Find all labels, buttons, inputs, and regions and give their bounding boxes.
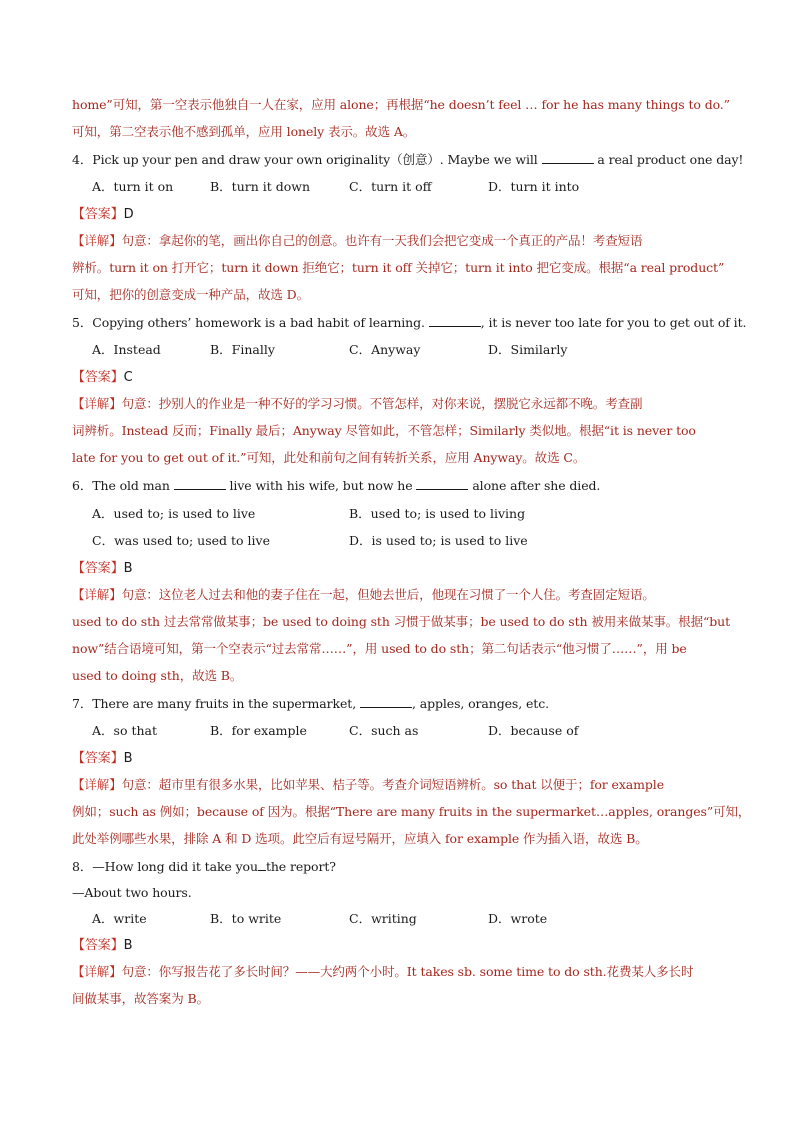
question-8-blank (258, 858, 266, 871)
question-7-option-a: A．so that (92, 723, 157, 738)
question-5-answer (72, 368, 133, 387)
question-7-detail-line-1 (72, 776, 664, 794)
question-7-stem-part-b: , apples, oranges, etc. (411, 696, 549, 711)
question-5-detail-line-2: 词辨析。Instead 反而；Finally 最后；Anyway 尽管如此，不管怎样；Similarly 类似地。根据“it is never too (72, 423, 696, 438)
question-6-stem-part-a: 6．The old man (72, 478, 170, 493)
question-6-blank-2 (416, 477, 468, 490)
question-7-stem (72, 695, 549, 713)
answer-tag: 【答案】 (72, 938, 124, 953)
question-4-stem (72, 151, 743, 169)
question-6-blank-1 (174, 477, 226, 490)
question-5-option-d: D．Similarly (488, 342, 568, 357)
question-6-stem (72, 477, 600, 495)
question-4-answer (72, 205, 134, 224)
question-6-detail-line-2: used to do sth 过去常常做某事；be used to doing sth 习惯于做某事；be used to do sth 被用来做某事。根据“but (72, 614, 731, 629)
question-7-option-d: D．because of (488, 723, 579, 738)
question-8-detail-line-1 (72, 963, 693, 981)
question-4-option-b: B．turn it down (210, 179, 311, 194)
question-4-detail-line-1 (72, 232, 642, 250)
question-5-stem-part-b: , it is never too late for you to get out of it. (480, 315, 747, 330)
detail-tag: 【详解】 (72, 777, 122, 792)
question-5-option-b: B．Finally (210, 342, 275, 357)
answer-tag: 【答案】 (72, 751, 124, 766)
question-8-stem-line-2: —About two hours. (72, 885, 192, 900)
answer-value: B (123, 561, 133, 576)
question-6-option-a: A．used to; is used to live (92, 506, 256, 521)
question-4-stem-part-a: 4．Pick up your pen and draw your own originality（创意）. Maybe we will (72, 152, 538, 167)
question-7-stem-part-a: 7．There are many fruits in the supermarket, (72, 696, 357, 711)
question-6-option-d: D．is used to; is used to live (349, 533, 528, 548)
question-8-stem (72, 858, 336, 876)
question-8-option-d: D．wrote (488, 911, 548, 926)
detail-tag: 【详解】 (72, 587, 122, 602)
question-5-detail-line-3: late for you to get out of it.”可知，此处和前句之间有转折关系，应用 Anyway。故选 C。 (72, 450, 586, 465)
question-7-detail-line-3: 此处举例哪些水果，排除 A 和 D 选项。此空后有逗号隔开，应填入 for example 作为插入语，故选 B。 (72, 831, 648, 846)
question-7-option-c: C．such as (349, 723, 419, 738)
question-6-stem-part-c: alone after she died. (472, 478, 601, 493)
question-8-option-c: C．writing (349, 911, 417, 926)
answer-value: C (123, 370, 133, 385)
question-5-stem-part-a: 5．Copying others’ homework is a bad habit of learning. (72, 315, 425, 330)
detail-text: 句意：超市里有很多水果，比如苹果、桔子等。考查介词短语辨析。so that 以便于；for example (121, 777, 664, 792)
detail-tag: 【详解】 (72, 964, 122, 979)
question-6-option-c: C．was used to; used to live (92, 533, 270, 548)
question-6-detail-line-4: used to doing sth，故选 B。 (72, 668, 243, 683)
question-4-option-d: D．turn it into (488, 179, 580, 194)
question-7-option-b: B．for example (210, 723, 307, 738)
answer-value: B (123, 751, 133, 766)
question-7-answer (72, 749, 132, 768)
detail-text: 句意：抄别人的作业是一种不好的学习习惯。不管怎样，对你来说，摆脱它永远都不晚。考查副 (121, 396, 643, 411)
question-6-detail-line-1 (72, 586, 655, 604)
question-7-blank (360, 695, 412, 708)
intro-line-2: 可知，第二空表示他不感到孤单，应用 lonely 表示。故选 A。 (72, 124, 416, 139)
question-5-stem (72, 314, 746, 332)
answer-value: D (123, 207, 134, 222)
question-5-option-c: C．Anyway (349, 342, 421, 357)
question-5-blank (429, 314, 481, 327)
detail-text: 句意：这位老人过去和他的妻子住在一起，但她去世后，他现在习惯了一个人住。考查固定短语。 (121, 587, 655, 602)
intro-line-1: home”可知，第一空表示他独自一人在家，应用 alone；再根据“he doesn’t feel … for he has many things to do.” (72, 97, 730, 112)
question-4-detail-line-2: 辨析。turn it on 打开它；turn it down 拒绝它；turn it off 关掉它；turn it into 把它变成。根据“a real product” (72, 260, 725, 275)
question-8-answer (72, 936, 132, 955)
answer-tag: 【答案】 (72, 370, 124, 385)
detail-text: 句意：你写报告花了多长时间？——大约两个小时。It takes sb. some time to do sth.花费某人多长时 (121, 964, 694, 979)
question-5-option-a: A．Instead (92, 342, 161, 357)
detail-tag: 【详解】 (72, 396, 122, 411)
question-6-answer (72, 559, 132, 578)
question-4-option-a: A．turn it on (92, 179, 174, 194)
question-4-detail-line-3: 可知，把你的创意变成一种产品，故选 D。 (72, 287, 309, 302)
answer-tag: 【答案】 (72, 207, 124, 222)
question-5-detail-line-1 (72, 395, 642, 413)
question-4-stem-part-b: a real product one day! (597, 152, 744, 167)
detail-text: 句意：拿起你的笔，画出你自己的创意。也许有一天我们会把它变成一个真正的产品！考查短语 (121, 233, 643, 248)
question-8-stem-part-b: the report? (265, 859, 336, 874)
question-6-detail-line-3: now”结合语境可知，第一个空表示“过去常常……”，用 used to do sth；第二句话表示“他习惯了……”，用 be (72, 641, 687, 656)
question-6-option-b: B．used to; is used to living (349, 506, 526, 521)
question-7-detail-line-2: 例如；such as 例如；because of 因为。根据“There are many fruits in the supermarket…apples, oranges”可知， (72, 804, 751, 819)
answer-value: B (123, 938, 133, 953)
question-6-stem-part-b: live with his wife, but now he (229, 478, 413, 493)
question-4-blank (542, 151, 594, 164)
question-4-option-c: C．turn it off (349, 179, 432, 194)
question-8-option-b: B．to write (210, 911, 282, 926)
answer-tag: 【答案】 (72, 561, 124, 576)
question-8-stem-part-a: 8．—How long did it take you (72, 859, 258, 874)
question-8-option-a: A．write (92, 911, 147, 926)
question-8-detail-line-2: 间做某事，故答案为 B。 (72, 991, 209, 1006)
detail-tag: 【详解】 (72, 233, 122, 248)
